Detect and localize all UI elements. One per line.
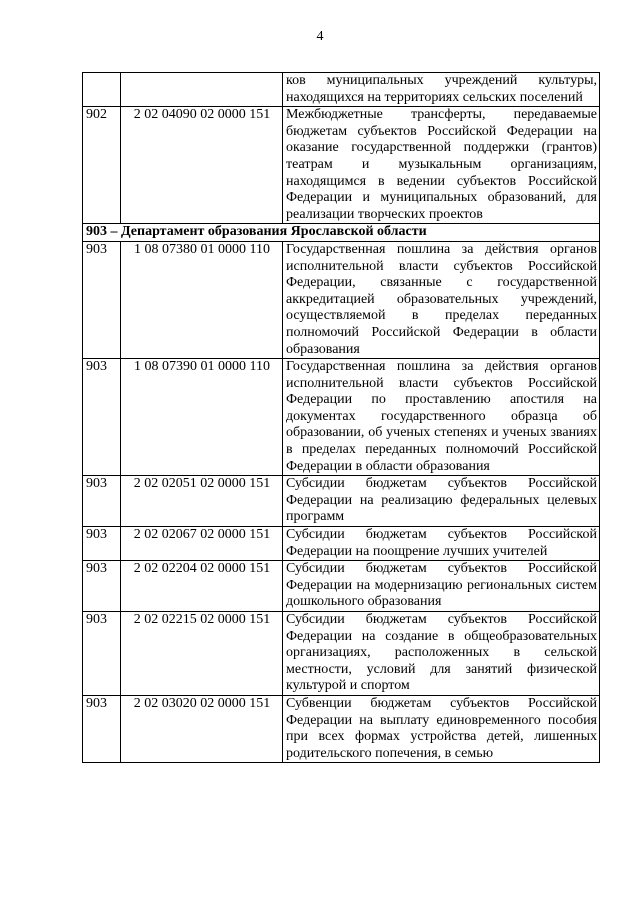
revenue-code-cell: 2 02 03020 02 0000 151 xyxy=(121,695,283,762)
admin-code-cell: 903 xyxy=(83,695,121,762)
admin-code-cell: 903 xyxy=(83,241,121,358)
table-row xyxy=(83,241,600,358)
table-row xyxy=(83,359,600,476)
description-cell: Субсидии бюджетам субъектов Российской Федерации на модернизацию региональных систем дошкольного образования xyxy=(283,561,600,612)
section-header-row xyxy=(83,224,600,242)
admin-code-cell: 903 xyxy=(83,476,121,527)
admin-code-cell: 902 xyxy=(83,107,121,224)
table-row xyxy=(83,73,600,107)
admin-code-cell: 903 xyxy=(83,359,121,476)
section-header: 903 – Департамент образования Ярославской области xyxy=(83,224,600,242)
table-row xyxy=(83,612,600,696)
description-cell: Государственная пошлина за действия органов исполнительной власти субъектов Российской Федерации, связанные с государственной аккредитацией образовательных учреждений, осуществляемой в пределах переданных полномочий Российской Федерации в области образования xyxy=(283,241,600,358)
revenue-code-cell: 2 02 02215 02 0000 151 xyxy=(121,612,283,696)
revenue-code-cell xyxy=(121,73,283,107)
revenue-code-cell: 1 08 07390 01 0000 110 xyxy=(121,359,283,476)
admin-code-cell xyxy=(83,73,121,107)
description-cell: Субсидии бюджетам субъектов Российской Федерации на реализацию федеральных целевых программ xyxy=(283,476,600,527)
page-number: 4 xyxy=(316,29,324,44)
revenue-code-cell: 2 02 02051 02 0000 151 xyxy=(121,476,283,527)
revenue-code-cell: 2 02 02204 02 0000 151 xyxy=(121,561,283,612)
description-cell: Субвенции бюджетам субъектов Российской Федерации на выплату единовременного пособия при всех формах устройства детей, лишенных родительского попечения, в семью xyxy=(283,695,600,762)
admin-code-cell: 903 xyxy=(83,561,121,612)
description-cell: Субсидии бюджетам субъектов Российской Федерации на создание в общеобразовательных организациях, расположенных в сельской местности, условий для занятий физической культурой и спортом xyxy=(283,612,600,696)
admin-code-cell: 903 xyxy=(83,612,121,696)
description-cell: Государственная пошлина за действия органов исполнительной власти субъектов Российской Федерации по проставлению апостиля на документах государственного образца об образовании, об ученых степенях и ученых званиях в пределах переданных полномочий Российской Федерации в области образования xyxy=(283,359,600,476)
classification-table xyxy=(82,72,600,763)
description-cell: Межбюджетные трансферты, передаваемые бюджетам субъектов Российской Федерации на оказание государственной поддержки (грантов) театрам и музыкальным организациям, находящимся в ведении субъектов Российской Федерации и муниципальных образований, для реализации творческих проектов xyxy=(283,107,600,224)
table-row xyxy=(83,695,600,762)
admin-code-cell: 903 xyxy=(83,527,121,561)
revenue-code-cell: 2 02 02067 02 0000 151 xyxy=(121,527,283,561)
description-cell: ков муниципальных учреждений культуры, находящихся на территориях сельских поселений xyxy=(283,73,600,107)
description-cell: Субсидии бюджетам субъектов Российской Федерации на поощрение лучших учителей xyxy=(283,527,600,561)
table-row xyxy=(83,476,600,527)
table-row xyxy=(83,561,600,612)
table-row xyxy=(83,107,600,224)
revenue-code-cell: 2 02 04090 02 0000 151 xyxy=(121,107,283,224)
table-row xyxy=(83,527,600,561)
revenue-code-cell: 1 08 07380 01 0000 110 xyxy=(121,241,283,358)
